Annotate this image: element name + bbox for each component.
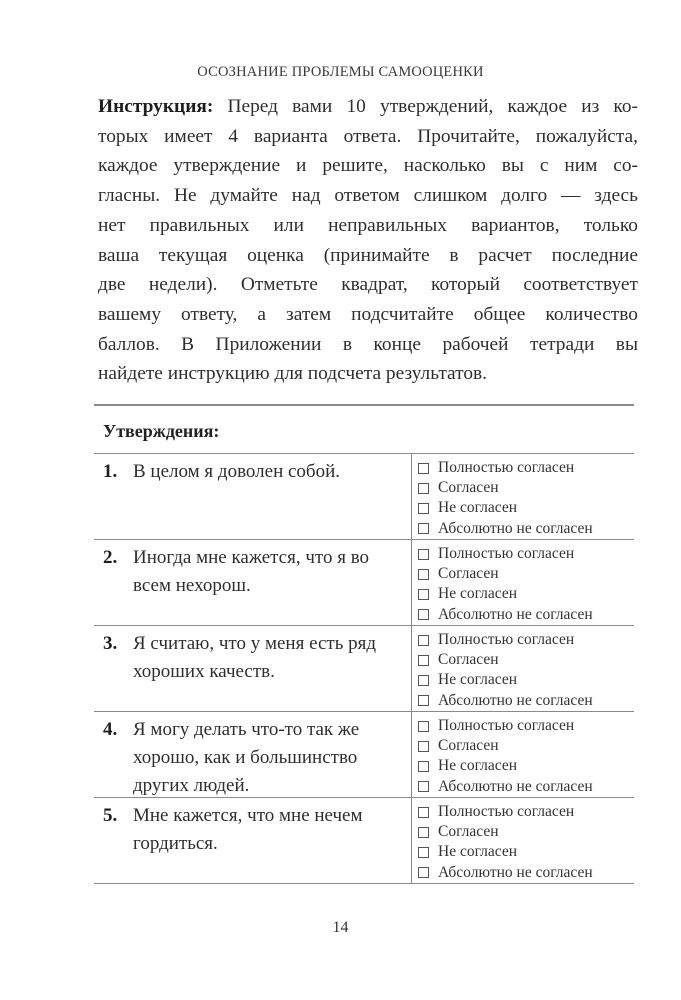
statement-text: Я могу делать что-то так же хорошо, как и большинство других людей. [133, 719, 360, 796]
statements-table [94, 453, 634, 884]
option-agree[interactable]: Согласен [418, 736, 634, 756]
section-label: Утверждения: [103, 421, 220, 441]
statement-number: 3. [103, 633, 118, 654]
option-agree[interactable]: Согласен [418, 478, 634, 498]
instruction-line: каждое утверждение и решите, насколько вы с ним со- [98, 155, 638, 177]
statement-row [94, 626, 634, 712]
checkbox-icon[interactable] [418, 741, 429, 752]
statement-number: 5. [103, 805, 118, 826]
statement-text: Я считаю, что у меня есть ряд хороших качеств. [133, 633, 377, 682]
option-strongly-disagree[interactable]: Абсолютно не согласен [418, 691, 634, 711]
statement-cell [94, 454, 412, 539]
instruction-label: Инструкция: [98, 96, 214, 117]
instruction-line: гласны. Не думайте над ответом слишком долго — здесь [98, 185, 638, 207]
running-head: ОСОЗНАНИЕ ПРОБЛЕМЫ САМООЦЕНКИ [197, 64, 484, 80]
checkbox-icon[interactable] [418, 463, 429, 474]
statement-row [94, 712, 634, 798]
statement-number: 1. [103, 461, 118, 482]
option-disagree[interactable]: Не согласен [418, 842, 634, 862]
statement-row [94, 798, 634, 884]
checkbox-icon[interactable] [418, 847, 429, 858]
statement-row [94, 540, 634, 626]
option-fully-agree[interactable]: Полностью согласен [418, 802, 634, 822]
statement-text: Мне кажется, что мне нечем гордиться. [133, 805, 363, 854]
checkbox-icon[interactable] [418, 635, 429, 646]
option-fully-agree[interactable]: Полностью согласен [418, 544, 634, 564]
instruction-paragraph [98, 92, 638, 389]
instruction-line: Инструкция: Перед вами 10 утверждений, каждое из ко- [98, 96, 638, 117]
option-agree[interactable]: Согласен [418, 822, 634, 842]
option-disagree[interactable]: Не согласен [418, 498, 634, 518]
option-strongly-disagree[interactable]: Абсолютно не согласен [418, 605, 634, 625]
checkbox-icon[interactable] [418, 609, 429, 620]
option-disagree[interactable]: Не согласен [418, 670, 634, 690]
checkbox-icon[interactable] [418, 589, 429, 600]
instruction-line: нет правильных или неправильных вариантов, только [98, 214, 638, 236]
checkbox-icon[interactable] [418, 675, 429, 686]
checkbox-icon[interactable] [418, 781, 429, 792]
option-disagree[interactable]: Не согласен [418, 584, 634, 604]
statement-text: В целом я доволен собой. [133, 461, 341, 482]
checkbox-icon[interactable] [418, 655, 429, 666]
option-agree[interactable]: Согласен [418, 564, 634, 584]
option-fully-agree[interactable]: Полностью согласен [418, 716, 634, 736]
option-strongly-disagree[interactable]: Абсолютно не согласен [418, 777, 634, 797]
checkbox-icon[interactable] [418, 549, 429, 560]
option-agree[interactable]: Согласен [418, 650, 634, 670]
statement-number: 4. [103, 719, 118, 740]
option-strongly-disagree[interactable]: Абсолютно не согласен [418, 863, 634, 883]
statement-number: 2. [103, 547, 118, 568]
statement-text: Иногда мне кажется, что я во всем нехорош. [133, 547, 370, 596]
instruction-line: две недели). Отметьте квадрат, который соответствует [98, 274, 638, 296]
answer-options [412, 798, 634, 883]
answer-options [412, 540, 634, 625]
statement-cell [94, 540, 412, 625]
checkbox-icon[interactable] [418, 827, 429, 838]
checkbox-icon[interactable] [418, 523, 429, 534]
checkbox-icon[interactable] [418, 807, 429, 818]
statement-cell [94, 798, 412, 883]
checkbox-icon[interactable] [418, 761, 429, 772]
instruction-line: вашему ответу, а затем подсчитайте общее количество [98, 303, 638, 325]
checkbox-icon[interactable] [418, 483, 429, 494]
instruction-line: баллов. В Приложении в конце рабочей тетради вы [98, 333, 638, 355]
checkbox-icon[interactable] [418, 867, 429, 878]
answer-options [412, 626, 634, 711]
section-divider [94, 404, 634, 406]
statement-cell [94, 712, 412, 797]
instruction-line: ваша текущая оценка (принимайте в расчет последние [98, 244, 638, 266]
page-number: 14 [332, 919, 349, 936]
option-strongly-disagree[interactable]: Абсолютно не согласен [418, 519, 634, 539]
statement-row [94, 454, 634, 540]
checkbox-icon[interactable] [418, 721, 429, 732]
checkbox-icon[interactable] [418, 569, 429, 580]
answer-options [412, 712, 634, 797]
statement-cell [94, 626, 412, 711]
checkbox-icon[interactable] [418, 503, 429, 514]
option-disagree[interactable]: Не согласен [418, 756, 634, 776]
instruction-line: найдете инструкцию для подсчета результатов. [98, 363, 488, 385]
option-fully-agree[interactable]: Полностью согласен [418, 630, 634, 650]
answer-options [412, 454, 634, 539]
checkbox-icon[interactable] [418, 695, 429, 706]
option-fully-agree[interactable]: Полностью согласен [418, 458, 634, 478]
instruction-line: торых имеет 4 варианта ответа. Прочитайте, пожалуйста, [98, 125, 638, 147]
